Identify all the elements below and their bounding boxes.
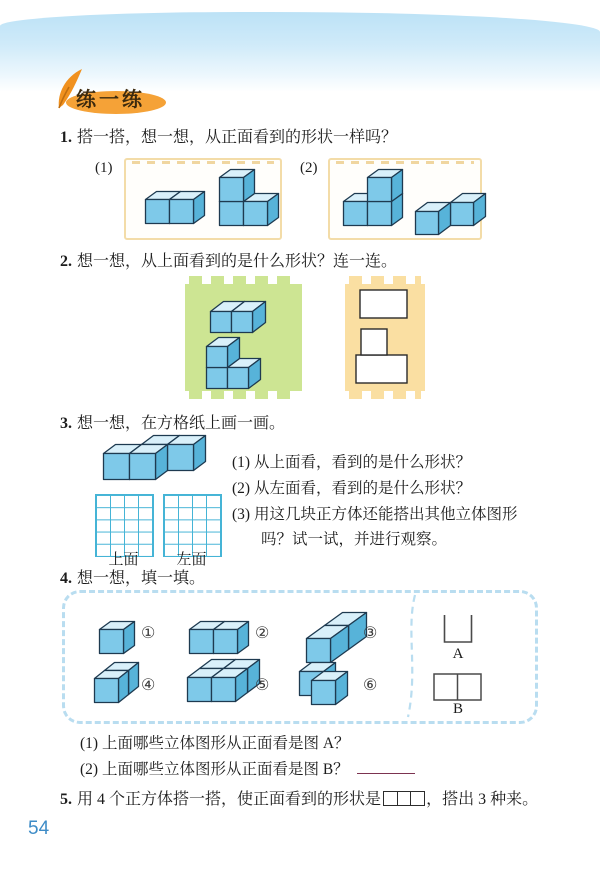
question-2-number: 2. (60, 253, 72, 270)
cube-figure-l-shape-right (342, 168, 404, 227)
q1-box-2 (328, 158, 482, 240)
q3-item-3-line1: (3) 用这几块正方体还能搭出其他立体图形 (232, 506, 518, 523)
top-view-rectangle (359, 289, 409, 320)
q1-sub-label-1: (1) (95, 160, 113, 176)
cube-figure-green-two-row (209, 300, 267, 334)
question-3-number: 3. (60, 415, 72, 432)
cube-figure-5-two-by-two (186, 658, 261, 703)
q1-sub-label-2: (2) (300, 160, 318, 176)
figure-label-3: ③ (363, 625, 378, 642)
q3-item-3-line2: 吗？试一试，并进行观察。 (261, 531, 448, 548)
dashed-divider (400, 595, 424, 717)
top-view-l-shape (355, 328, 411, 386)
view-shape-b (433, 673, 483, 702)
cube-figure-1-single (98, 620, 136, 655)
grid-top-label: 上面 (108, 552, 139, 568)
q2-green-panel (185, 276, 302, 399)
cube-figure-4-depth-pair (93, 661, 140, 704)
cube-figure-3-diagonal-depth (305, 611, 368, 664)
three-square-strip (383, 791, 424, 811)
q1-box-1 (124, 158, 282, 240)
figure-label-2: ② (255, 625, 270, 642)
q3-item-2: (2) 从左面看，看到的是什么形状？ (232, 480, 471, 497)
cube-figure-l-shape-left (218, 168, 280, 227)
figure-label-4: ④ (141, 677, 156, 694)
question-5-number: 5. (60, 791, 72, 808)
figure-label-5: ⑤ (255, 677, 270, 694)
cube-figure-offset-pair (414, 192, 487, 236)
cube-figure-2-row (188, 620, 250, 655)
q2-orange-panel (345, 276, 425, 399)
cube-figure-6-staggered-pair (298, 661, 349, 706)
figure-label-6: ⑥ (363, 677, 378, 694)
q4-sub-question-1: (1) 上面哪些立体图形从正面看是图 A？ (80, 735, 350, 752)
shape-a-label: A (452, 646, 464, 662)
cube-figure-q3-arrangement (102, 434, 207, 481)
answer-blank-line (357, 760, 415, 774)
badge-label: 练一练 (76, 89, 145, 111)
question-3-text: 3. 想一想，在方格纸上画一画。 (60, 415, 286, 432)
shape-b-label: B (452, 701, 463, 717)
q4-sub-question-2: (2) 上面哪些立体图形从正面看是图 B？ (80, 757, 415, 779)
question-4-text: 4. 想一想，填一填。 (60, 570, 206, 587)
question-1-text: 1. 搭一搭，想一想，从正面看到的形状一样吗？ (60, 129, 398, 146)
cube-figure-two-row (144, 190, 206, 225)
question-1-number: 1. (60, 129, 72, 146)
cube-figure-green-l-shape (205, 336, 262, 390)
practice-badge (56, 76, 176, 120)
grid-left-label: 左面 (176, 552, 207, 568)
question-5-text: 5. 用 4 个正方体搭一搭，使正面看到的形状是 ，搭出 3 种来。 (60, 786, 538, 811)
figure-label-1: ① (141, 625, 156, 642)
q3-item-1: (1) 从上面看，看到的是什么形状？ (232, 454, 471, 471)
q4-figure-box (62, 590, 538, 724)
question-2-text: 2. 想一想，从上面看到的是什么形状？连一连。 (60, 253, 398, 270)
page-number: 54 (28, 818, 50, 839)
view-shape-a (443, 615, 473, 644)
question-4-number: 4. (60, 570, 72, 587)
